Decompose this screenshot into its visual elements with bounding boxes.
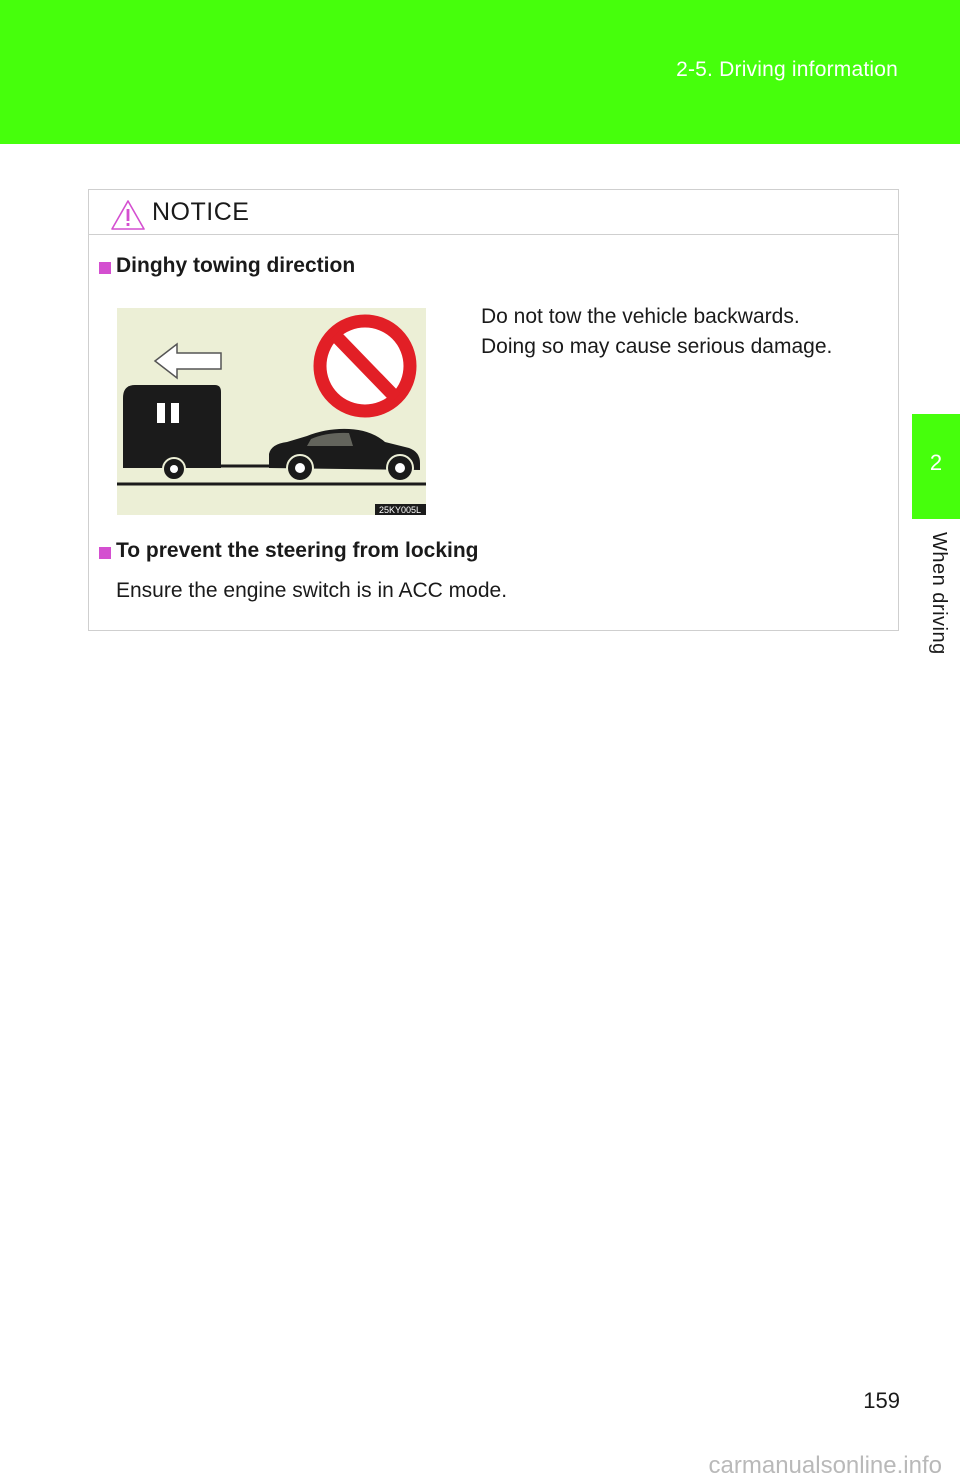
- chapter-title: When driving: [928, 532, 950, 655]
- steering-lock-heading: To prevent the steering from locking: [116, 539, 479, 562]
- towing-warning-line-1: Do not tow the vehicle backwards.: [481, 305, 800, 328]
- chapter-tab: [912, 414, 960, 519]
- steering-lock-text: Ensure the engine switch is in ACC mode.: [116, 579, 508, 602]
- dinghy-towing-heading: Dinghy towing direction: [116, 254, 356, 277]
- notice-header: [89, 190, 898, 235]
- header-band: [0, 0, 960, 144]
- watermark: carmanualsonline.info: [708, 1452, 942, 1479]
- figure-code: 25KY005L: [378, 505, 422, 515]
- bullet-marker: [99, 262, 111, 274]
- notice-box: [88, 189, 899, 631]
- prohibited-icon: [320, 321, 410, 411]
- bullet-marker: [99, 547, 111, 559]
- warning-triangle-icon: [110, 199, 146, 231]
- towing-warning-line-2: Doing so may cause serious damage.: [481, 335, 833, 358]
- chapter-number: 2: [929, 450, 943, 475]
- page-number: 159: [863, 1388, 900, 1413]
- towing-direction-illustration: [117, 308, 426, 515]
- section-title: 2-5. Driving information: [676, 58, 898, 81]
- notice-label: NOTICE: [152, 198, 250, 226]
